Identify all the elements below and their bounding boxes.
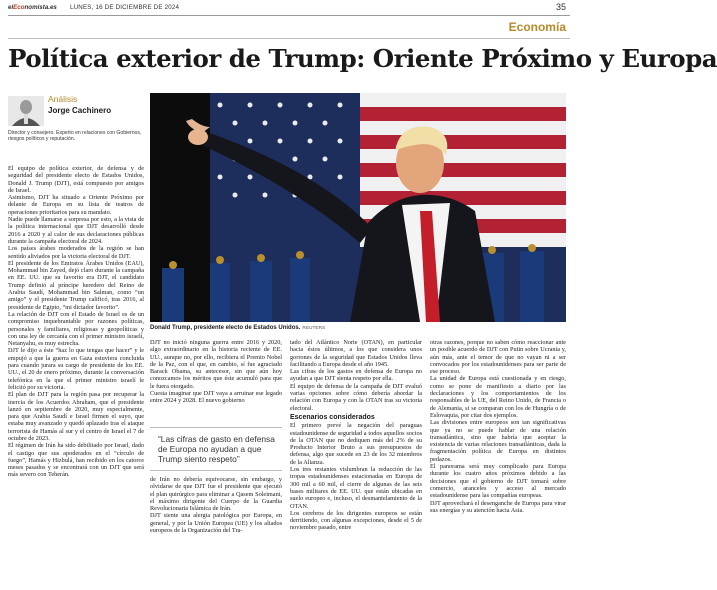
paragraph: Nadie puede llamarse a sorpresa por esto, a la vista de la política internacional que DJT desarrolló desde 2016 a 2020 y al calor de sus declaraciones públicas durante la campaña electoral de 2024. (8, 216, 144, 245)
section-label: Economía (508, 20, 566, 34)
paragraph: DJT le dijo a éste “haz lo que tengas que hacer” y le empujó a que la guerra en Gaza estuviera concluida para cuando jurara su cargo de presidente de los EE. UU., el 20 de enero próximo, durante la conversación telefónica en la que el primer ministro israelí le felicitó por su victoria. (8, 347, 144, 391)
paragraph: Asimismo, DJT ha situado a Oriente Próximo por delante de Europa en su lista de teatros de operaciones prioritarios para su mandato. (8, 194, 144, 216)
paragraph: DJT aprovechará el desenganche de Europa para virar sus energías y su atención hacia Asia. (430, 499, 566, 514)
author-name: Jorge Cachinero (48, 106, 112, 115)
analysis-kicker: Análisis (48, 94, 78, 104)
masthead (8, 3, 568, 15)
paragraph: El plan de DJT para la región pasa por recuperar la inercia de los Acuerdos Abraham, que el presidente lanzó en septiembre de 2020, muy especialmente, para que Arabia Saudí e Israel firmen el suyo, que estaba muy avanzado y quedó aplazado tras el ataque terrorista de Hamás al sur y el centro de Israel el 7 de octubre de 2023. (8, 391, 144, 442)
paragraph: DJT no inició ninguna guerra entre 2016 y 2020, algo extraordinario en la historia reciente de EE. UU., aunque no, por ello, recibiera el Premio Nobel de la Paz, con el que, en cambio, sí fue agraciado Barack Obama, su antecesor, sin que aún hoy conozcamos los méritos que éste acumuló para que le fuera otorgado. (150, 339, 282, 390)
paragraph: El equipo de política exterior, de defensa y de seguridad del presidente electo de Estados Unidos, Donald J. Trump (DJT), está compuesto por amigos de Israel. (8, 165, 144, 194)
section-divider (8, 38, 570, 39)
paragraph: La unidad de Europa está cuestionada y en riesgo, como se pone de manifiesto a diario por las declaraciones y los comportamientos de los responsables de la UE, del Reino Unido, de Francia o de Alemania, si se comparan con los de Hungría o de Eslovaquia, por citar dos ejemplos. (430, 375, 566, 419)
photo-credit: REUTERS (302, 326, 326, 331)
paragraph: de Irán no debería equivocarse, sin embargo, y olvidarse de que DJT fue el presidente que ejecutó el plan quirúrgico para eliminar a Qasem Soleimani, el máximo dirigente del Cuerpo de la Guardia Revolucionaria Islámica de Irán. (150, 476, 282, 513)
paragraph: Cuesta imaginar que DJT vaya a arruinar ese legado entre 2024 y 2028. El nuevo gobierno (150, 390, 282, 405)
body-column-2-continued (150, 476, 282, 534)
article-headline: Política exterior de Trump: Oriente Próximo y Europa (8, 44, 717, 73)
paragraph: otras razones, porque no saben cómo reaccionar ante un posible acuerdo de DJT con Putin sobre Ucrania y, aún más, ante el temor de que no vayan ni a ser convocados por los estadounidenses para ser parte de ese proceso. (430, 339, 566, 376)
paragraph: El panorama será muy complicado para Europa durante los cuatro años próximos debido a las decisiones que el gobierno de DJT tomará sobre comercio, aranceles y acceso al mercado estadounidense para las compañías europeas. (430, 463, 566, 500)
body-column-1 (8, 165, 144, 479)
trump-photo (150, 93, 566, 322)
newspaper-logo[interactable]: elEconomista.es (8, 4, 57, 11)
author-bio: Director y consejero. Experto en relaciones con Gobiernos, riesgos políticos y reputación. (8, 130, 142, 142)
caption-text: Donald Trump, presidente electo de Estados Unidos. (150, 325, 301, 331)
author-block (8, 94, 146, 150)
paragraph: El primero prevé la negación del paraguas estadounidense de seguridad a todos aquellos socios de la OTAN que no dediquen más del 2% de su Producto Interior Bruto a sus presupuestos de defensa, algo que sucede en 23 de los 32 miembros de la Alianza. (290, 422, 422, 466)
body-column-3 (290, 339, 422, 532)
paragraph: Las divisiones entre europeos son tan significativas que ya no se puede hablar de una relación transatlántica, sino que habría que aceptar la existencia de varias relaciones transatlánticas, dada la fragmentación política de Europa en distintos pedazos. (430, 419, 566, 463)
paragraph: El equipo de defensa de la campaña de DJT evaluó varias opciones sobre cómo debería abordar la relación con Europa y con la OTAN tras su victoria electoral. (290, 382, 422, 412)
paragraph: Los tres restantes vislumbran la reducción de las tropas estadounidenses estacionadas en Europa de 300 mil a 60 mil, el cierre de algunas de las seis bases militares de EE. UU. que están ubicadas en suelo europeo e, incluso, el desmantelamiento de la OTAN. (290, 466, 422, 510)
photo-caption (150, 325, 566, 331)
paragraph: Los cerebros de los dirigentes europeos se están derritiendo, con algunas excepciones, desde el 5 de noviembre pasado, entre (290, 509, 422, 532)
body-column-2 (150, 339, 282, 405)
paragraph: El presidente de los Emiratos Árabes Unidos (EAU), Mohammad bin Zayed, dejó claro durante la campaña en EE. UU. que su favorito era DJT, el candidato Trump definió al príncipe heredero del Reino de Arabia Saudí, Mohammad bin Salman, como “un amigo” y el presidente Trump calificó, tras 2016, al presidente de Egipto, “mi dictador favorito”. (8, 259, 144, 311)
paragraph: Los países árabes moderados de la región se han sentido aliviados por la victoria electoral de DJT. (8, 245, 144, 260)
body-column-4 (430, 339, 566, 514)
top-divider (8, 15, 570, 16)
paragraph: DJT siente una alergia patológica por Europa, en general, y por la Unión Europea (UE) y los aliados europeos de la Organización del Tra- (150, 512, 282, 535)
author-photo (8, 96, 44, 126)
page-number: 35 (555, 2, 566, 12)
paragraph: El régimen de Irán ha sido debilitado por Israel, dado el castigo que sus apoderados en el “círculo de fuego”, Hamás y Hizbulá, han recibido en los catorce meses pasados y se encontrará con un DJT que será más severo con Teherán. (8, 442, 144, 479)
issue-date: LUNES, 16 DE DICIEMBRE DE 2024 (70, 4, 180, 11)
section-subheading: Escenarios considerados (290, 413, 375, 421)
paragraph: tado del Atlántico Norte (OTAN), en particular hacia éstos últimos, a los que considera unos gorrones de la seguridad que Estados Unidos lleva facilitando a Europa desde el año 1945. (290, 339, 422, 368)
paragraph: La relación de DJT con el Estado de Israel es de un compromiso inquebrantable por razones políticas, personales y familiares, religiosas y geopolíticas y con una ley de cercanía con el primer ministro israelí, Netanyahu, es muy estrecha. (8, 310, 144, 348)
paragraph: Las cifras de los gastos en defensa de Europa no ayudan a que DJT sienta respeto por ella. (290, 368, 422, 383)
pull-quote: “Las cifras de gasto en defensa de Europa no ayudan a que Trump siento respeto” (150, 427, 282, 471)
